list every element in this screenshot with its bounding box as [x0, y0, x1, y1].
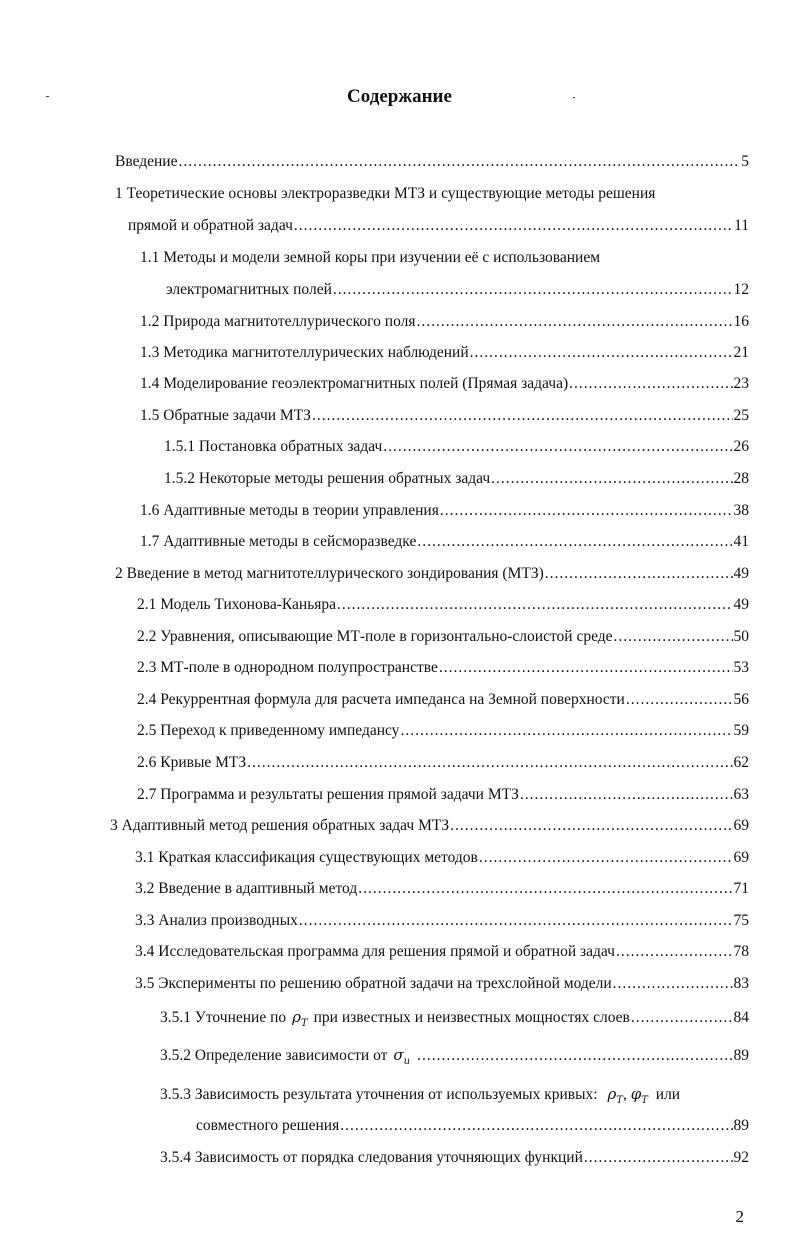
toc-entry-chapter-1-line1[interactable] — [115, 184, 655, 204]
toc-entry-text: прямой и обратной задач — [128, 217, 293, 234]
toc-entry-text: 1.5.2 Некоторые методы решения обратных задач — [164, 470, 491, 487]
toc-entry-text-a: 3.5.3 Зависимость результата уточнения от используемых кривых: — [160, 1086, 598, 1103]
toc-page-number: 56 — [733, 691, 749, 708]
toc-entry-text: 1.5 Обратные задачи МТЗ — [140, 407, 311, 424]
dot-leader — [614, 627, 733, 647]
toc-entry-text-a: 3.5.1 Уточнение по — [160, 1009, 287, 1026]
toc-entry-text: 3.1 Краткая классификация существующих методов — [135, 849, 478, 866]
toc-entry-text: 2.2 Уравнения, описывающие МТ-поле в горизонтально-слоистой среде — [137, 628, 613, 645]
dot-leader — [417, 532, 732, 552]
toc-page-number: 12 — [733, 281, 749, 298]
rho-t-symbol — [607, 1085, 623, 1106]
toc-entry-chapter-1[interactable] — [128, 216, 749, 236]
toc-entry-text-b: при известных и неизвестных мощностях слоев — [313, 1009, 630, 1026]
toc-page-number: 92 — [733, 1149, 749, 1166]
toc-entry-text: 1.7 Адаптивные методы в сейсморазведке — [140, 533, 417, 550]
toc-page-number: 62 — [733, 754, 749, 771]
toc-entry-1-5-2[interactable] — [164, 469, 749, 489]
dot-leader — [613, 974, 733, 994]
toc-entry-introduction[interactable] — [115, 152, 749, 172]
t-subscript: T — [300, 1018, 308, 1029]
toc-entry-text: 1.5.1 Постановка обратных задач — [164, 438, 383, 455]
toc-entry-chapter-2[interactable] — [115, 564, 749, 584]
toc-page-number: 5 — [741, 153, 749, 170]
dot-leader — [545, 564, 733, 584]
toc-entry-text: 1 Теоретические основы электроразведки МТЗ и существующие методы решения — [115, 185, 656, 202]
toc-entry-text: 1.1 Методы и модели земной коры при изучении её с использованием — [140, 249, 601, 266]
toc-entry-text: 2.4 Рекуррентная формула для расчета импеданса на Земной поверхности — [137, 691, 625, 708]
toc-entry-3-5-3[interactable] — [196, 1116, 749, 1136]
dot-leader — [416, 312, 732, 332]
sigma-u-symbol — [393, 1045, 410, 1072]
dot-leader — [312, 406, 733, 426]
dot-leader — [450, 816, 732, 836]
toc-entry-text-a: 3.5.2 Определение зависимости от — [160, 1047, 388, 1064]
toc-page-number: 49 — [733, 596, 749, 613]
toc-entry-3-4[interactable] — [135, 942, 749, 962]
toc-entry-text: 2.3 МТ-поле в однородном полупространстве — [137, 659, 438, 676]
page-number: 2 — [735, 1207, 744, 1226]
dot-leader — [626, 690, 733, 710]
toc-page-number: 69 — [733, 817, 749, 834]
toc-page-number: 75 — [733, 912, 749, 929]
rho-symbol: ρ — [292, 1008, 301, 1026]
toc-entry-1-4[interactable] — [140, 374, 749, 394]
dot-leader — [631, 1008, 733, 1028]
toc-entry-2-3[interactable] — [137, 658, 749, 678]
toc-entry-text: 2.7 Программа и результаты решения прямой задачи МТЗ — [137, 786, 519, 803]
toc-entry-1-5[interactable] — [140, 406, 749, 426]
dot-leader — [616, 942, 733, 962]
toc-page-number: 59 — [733, 722, 749, 739]
dot-leader — [584, 1148, 733, 1168]
toc-entry-text: 1.6 Адаптивные методы в теории управления — [140, 502, 439, 519]
toc-entry-2-4[interactable] — [137, 690, 749, 710]
scan-speck — [573, 97, 575, 98]
comma: , — [622, 1086, 631, 1103]
toc-entry-chapter-3[interactable] — [110, 816, 749, 836]
toc-page-number: 41 — [733, 533, 749, 550]
rho-symbol: ρ — [607, 1085, 617, 1103]
toc-entry-3-5-2[interactable] — [160, 1045, 749, 1072]
toc-entry-text-b: или — [655, 1086, 681, 1103]
dot-leader — [440, 501, 733, 521]
toc-entry-3-5-4[interactable] — [160, 1148, 749, 1168]
dot-leader — [470, 343, 733, 363]
toc-page-number: 50 — [733, 628, 749, 645]
toc-page-number: 23 — [733, 375, 749, 392]
t-subscript: T — [616, 1095, 623, 1106]
toc-page-number: 26 — [733, 438, 749, 455]
toc-page-number: 78 — [733, 943, 749, 960]
dot-leader — [569, 374, 732, 394]
toc-page-number: 16 — [733, 313, 749, 330]
toc-entry-1-5-1[interactable] — [164, 437, 749, 457]
toc-page-number: 83 — [733, 975, 749, 992]
toc-entry-3-3[interactable] — [135, 911, 749, 931]
toc-entry-3-5[interactable] — [135, 974, 749, 994]
toc-page-number: 89 — [733, 1047, 749, 1064]
toc-entry-1-6[interactable] — [140, 501, 749, 521]
dot-leader — [479, 848, 733, 868]
toc-page-number: 11 — [734, 217, 749, 234]
rho-t-symbol — [292, 1007, 308, 1034]
toc-entry-2-1[interactable] — [137, 595, 749, 615]
toc-entry-text: 1.4 Моделирование геоэлектромагнитных полей (Прямая задача) — [140, 375, 569, 392]
sigma-symbol: σ — [393, 1046, 404, 1064]
toc-entry-text: 1.3 Методика магнитотеллурических наблюдений — [140, 344, 469, 361]
dot-leader — [247, 753, 732, 773]
toc-entry-text: 1.2 Природа магнитотеллурического поля — [140, 313, 416, 330]
phi-t-symbol — [630, 1085, 648, 1106]
toc-entry-text: 3.5 Эксперименты по решению обратной задачи на трехслойной модели — [135, 975, 612, 992]
dot-leader — [400, 721, 732, 741]
toc-entry-1-3[interactable] — [140, 343, 749, 363]
toc-page-number: 38 — [733, 502, 749, 519]
toc-entry-1-2[interactable] — [140, 312, 749, 332]
toc-entry-text: совместного решения — [196, 1117, 340, 1134]
toc-entry-text: 2 Введение в метод магнитотеллурического зондирования (МТЗ) — [115, 565, 544, 582]
toc-entry-text: 2.6 Кривые МТЗ — [137, 754, 247, 771]
toc-entry-text: 3.5.4 Зависимость от порядка следования уточняющих функций — [160, 1149, 583, 1166]
toc-page-number: 69 — [733, 849, 749, 866]
toc-page-number: 71 — [733, 880, 749, 897]
toc-entry-text: Введение — [115, 153, 178, 170]
t-subscript: T — [641, 1095, 648, 1106]
dot-leader — [178, 152, 740, 172]
toc-entry-text: 2.5 Переход к приведенному импедансу — [137, 722, 400, 739]
dot-leader — [520, 785, 733, 805]
toc-page-number: 89 — [733, 1117, 749, 1134]
toc-page-number: 25 — [733, 407, 749, 424]
dot-leader — [491, 469, 732, 489]
phi-symbol: φ — [630, 1085, 642, 1103]
dot-leader — [299, 911, 733, 931]
toc-entry-3-1[interactable] — [135, 848, 749, 868]
dot-leader — [294, 216, 733, 236]
scan-speck — [46, 96, 49, 97]
toc-page-number: 53 — [733, 659, 749, 676]
toc-entry-3-5-3-line1[interactable] — [160, 1084, 680, 1111]
toc-entry-text: 2.1 Модель Тихонова-Каньяра — [137, 596, 337, 613]
u-subscript: и — [403, 1056, 411, 1067]
dot-leader — [417, 1046, 732, 1066]
toc-entry-2-7[interactable] — [137, 785, 749, 805]
toc-entry-1-1-line1[interactable] — [140, 248, 600, 268]
toc-entry-text: электромагнитных полей — [166, 281, 332, 298]
toc-entry-1-7[interactable] — [140, 532, 749, 552]
toc-page-number: 28 — [733, 470, 749, 487]
toc-entry-2-2[interactable] — [137, 627, 749, 647]
dot-leader — [333, 280, 733, 300]
toc-page-number: 84 — [733, 1009, 749, 1026]
toc-entry-3-5-1[interactable] — [160, 1007, 749, 1034]
dot-leader — [439, 658, 733, 678]
dot-leader — [383, 437, 732, 457]
toc-entry-text: 3.3 Анализ производных — [135, 912, 298, 929]
toc-page-number: 63 — [733, 786, 749, 803]
toc-entry-2-6[interactable] — [137, 753, 749, 773]
page-title: Содержание — [347, 86, 452, 107]
dot-leader — [340, 1116, 732, 1136]
toc-entry-text: 3.4 Исследовательская программа для решения прямой и обратной задач — [135, 943, 615, 960]
toc-entry-text: 3 Адаптивный метод решения обратных задач МТЗ — [110, 817, 450, 834]
toc-page-number: 21 — [733, 344, 749, 361]
toc-entry-2-5[interactable] — [137, 721, 749, 741]
toc-entry-3-2[interactable] — [135, 879, 749, 899]
toc-entry-text: 3.2 Введение в адаптивный метод — [135, 880, 358, 897]
dot-leader — [337, 595, 732, 615]
toc-page-number: 49 — [733, 565, 749, 582]
dot-leader — [358, 879, 732, 899]
toc-entry-1-1[interactable] — [166, 280, 749, 300]
